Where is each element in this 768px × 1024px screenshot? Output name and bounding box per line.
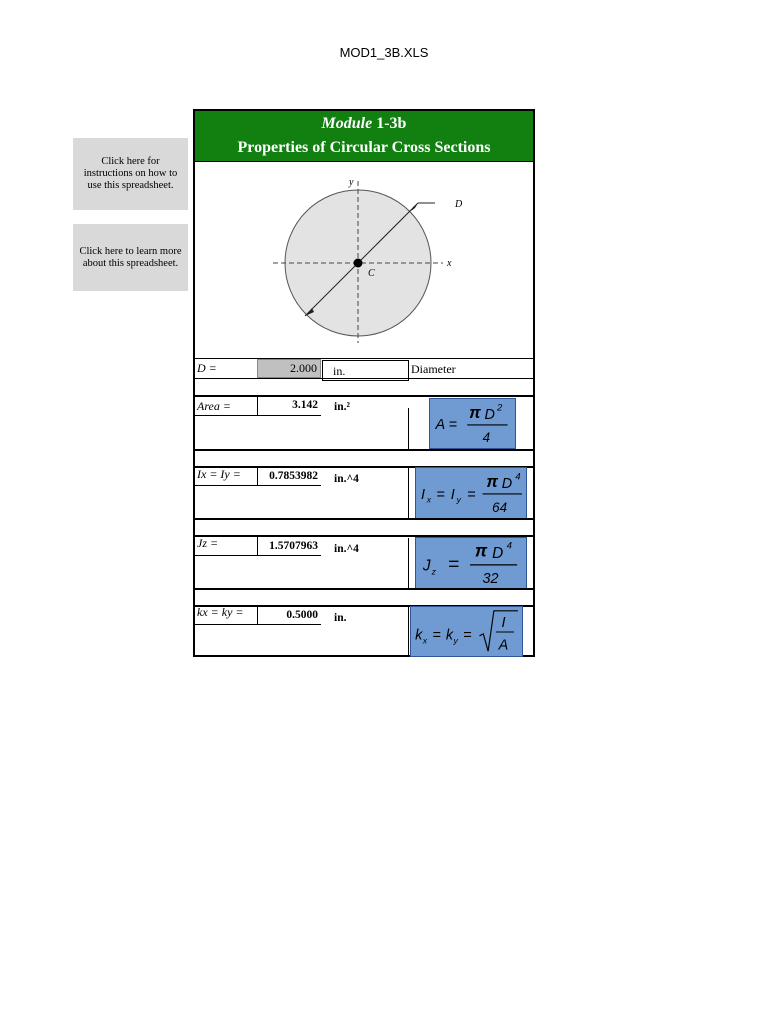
svg-text:4: 4 [506, 540, 512, 552]
svg-text:=: = [463, 627, 472, 644]
y-axis-label: y [349, 177, 354, 188]
svg-text:x: x [426, 494, 432, 505]
centroid-label: C [368, 268, 375, 279]
about-button[interactable]: Click here to learn more about this spreadsheet. [73, 224, 188, 291]
gyration-formula-graphic [411, 607, 522, 656]
circle-diagram [263, 173, 463, 348]
polar-label: Jz = [197, 536, 219, 550]
svg-text:y: y [456, 494, 461, 505]
svg-text:k: k [445, 627, 454, 644]
cell-border [408, 538, 409, 588]
centroid-dot [354, 259, 363, 268]
file-name: MOD1_3B.XLS [339, 45, 429, 60]
row-divider [195, 555, 320, 556]
svg-text:y: y [453, 635, 458, 646]
area-value: 3.142 [257, 397, 321, 416]
diameter-input[interactable]: 2.000 [257, 359, 321, 378]
svg-text:D: D [492, 545, 504, 563]
module-header [195, 111, 533, 162]
module-title: Properties of Circular Cross Sections [237, 139, 491, 156]
diameter-arrow-upper [411, 203, 418, 211]
inertia-label: Ix = Iy = [197, 467, 241, 481]
svg-text:x: x [422, 635, 428, 646]
svg-text:A =: A = [435, 416, 458, 433]
diameter-label-cell: D = [197, 361, 217, 375]
row-divider [195, 485, 320, 486]
inertia-value: 0.7853982 [257, 467, 321, 486]
section-divider [195, 395, 533, 397]
area-formula-graphic [430, 399, 515, 448]
svg-text:J: J [422, 557, 431, 575]
polar-unit: in.^4 [334, 543, 359, 555]
svg-text:π: π [486, 473, 499, 492]
gyration-unit: in. [334, 612, 347, 624]
row-divider [195, 358, 533, 359]
module-number [195, 115, 533, 133]
row-divider [195, 378, 533, 379]
section-divider [195, 588, 533, 590]
svg-text:D: D [501, 476, 513, 493]
svg-text:π: π [469, 404, 481, 423]
svg-text:k: k [415, 627, 423, 644]
svg-text:z: z [431, 566, 436, 577]
svg-text:64: 64 [492, 500, 508, 516]
svg-text:=: = [432, 627, 441, 644]
svg-text:I: I [450, 486, 455, 503]
inertia-unit: in.^4 [334, 473, 359, 485]
gyration-formula [410, 606, 523, 657]
polar-formula [415, 537, 527, 589]
inertia-formula [415, 467, 527, 519]
area-label: Area = [197, 399, 231, 413]
svg-text:D: D [484, 407, 495, 424]
cell-border [408, 408, 409, 450]
instructions-button[interactable]: Click here for instructions on how to use this spreadsheet. [73, 138, 188, 210]
svg-text:=: = [467, 486, 476, 503]
svg-text:4: 4 [515, 471, 521, 483]
svg-text:π: π [474, 540, 488, 561]
row-divider [195, 415, 320, 416]
svg-text:I: I [501, 615, 506, 632]
svg-text:4: 4 [482, 430, 491, 446]
spreadsheet-panel [193, 109, 535, 657]
diameter-unit: in. [322, 360, 409, 381]
svg-text:32: 32 [482, 571, 499, 588]
gyration-label: kx = ky = [197, 605, 244, 619]
area-unit: in.² [334, 401, 350, 413]
section-divider [195, 449, 533, 451]
polar-value: 1.5707963 [257, 537, 321, 556]
gyration-value: 0.5000 [257, 606, 321, 625]
cell-border [408, 607, 409, 657]
polar-formula-graphic [416, 538, 526, 588]
inertia-formula-graphic [416, 468, 526, 518]
area-formula [429, 398, 516, 449]
module-word: Module [321, 115, 373, 132]
diameter-description: Diameter [411, 362, 456, 376]
svg-text:=: = [436, 486, 445, 503]
row-divider [195, 624, 320, 625]
cell-border [408, 468, 409, 518]
x-axis-label: x [447, 258, 452, 269]
svg-text:=: = [447, 554, 460, 576]
module-id: 1-3b [376, 115, 407, 132]
svg-text:A: A [498, 637, 509, 654]
diameter-label: D [455, 199, 463, 210]
svg-text:I: I [421, 486, 426, 503]
svg-text:2: 2 [497, 402, 503, 414]
section-divider [195, 518, 533, 520]
